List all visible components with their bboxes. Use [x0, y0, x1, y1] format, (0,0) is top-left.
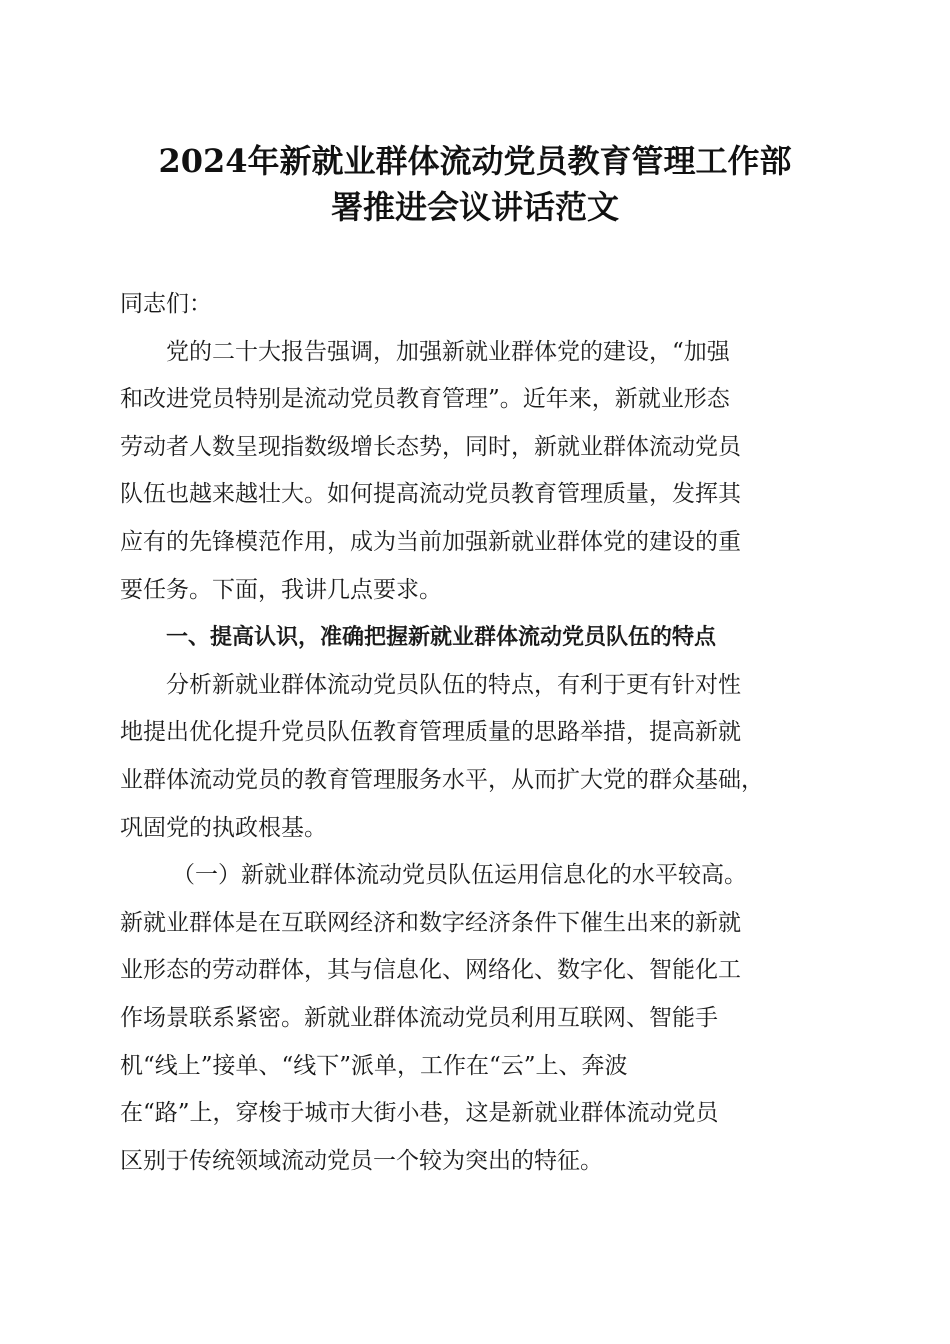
paragraph-line: 新就业群体是在互联网经济和数字经济条件下催生出来的新就 [120, 909, 741, 936]
paragraph-line: 作场景联系紧密。新就业群体流动党员利用互联网、智能手 [120, 1004, 718, 1031]
paragraph-line: 党的二十大报告强调，加强新就业群体党的建设，“加强 [166, 338, 730, 365]
paragraph-line: 队伍也越来越壮大。如何提高流动党员教育管理质量，发挥其 [120, 481, 741, 508]
paragraph-line: 要任务。下面，我讲几点要求。 [120, 576, 442, 603]
title-line-2: 署推进会议讲话范文 [330, 188, 619, 226]
paragraph-line: 区别于传统领域流动党员一个较为突出的特征。 [120, 1147, 603, 1174]
subsection-heading-line: （一）新就业群体流动党员队伍运用信息化的水平较高。 [172, 862, 747, 889]
paragraph-line: 应有的先锋模范作用，成为当前加强新就业群体党的建设的重 [120, 528, 741, 555]
subsection1-paragraph [120, 852, 832, 1185]
document-body [120, 281, 832, 1185]
document-title [100, 138, 850, 230]
paragraph-line: 地提出优化提升党员队伍教育管理质量的思路举措，提高新就 [120, 719, 741, 746]
section1-paragraph [120, 662, 832, 852]
title-line-1: 2024年新就业群体流动党员教育管理工作部 [158, 142, 792, 180]
paragraph-line: 劳动者人数呈现指数级增长态势，同时，新就业群体流动党员 [120, 433, 741, 460]
paragraph-line: 在“路”上，穿梭于城市大街小巷，这是新就业群体流动党员 [120, 1100, 719, 1127]
paragraph-line: 业群体流动党员的教育管理服务水平，从而扩大党的群众基础， [120, 766, 764, 793]
paragraph-line: 业形态的劳动群体，其与信息化、网络化、数字化、智能化工 [120, 957, 741, 984]
paragraph-line: 分析新就业群体流动党员队伍的特点，有利于更有针对性 [166, 671, 741, 698]
paragraph-line: 机“线上”接单、“线下”派单，工作在“云”上、奔波 [120, 1052, 628, 1079]
intro-paragraph [120, 329, 832, 615]
paragraph-line: 巩固党的执政根基。 [120, 814, 327, 841]
section-heading: 一、提高认识，准确把握新就业群体流动党员队伍的特点 [166, 625, 717, 651]
paragraph-line: 和改进党员特别是流动党员教育管理”。近年来，新就业形态 [120, 386, 730, 413]
greeting: 同志们： [120, 291, 212, 317]
